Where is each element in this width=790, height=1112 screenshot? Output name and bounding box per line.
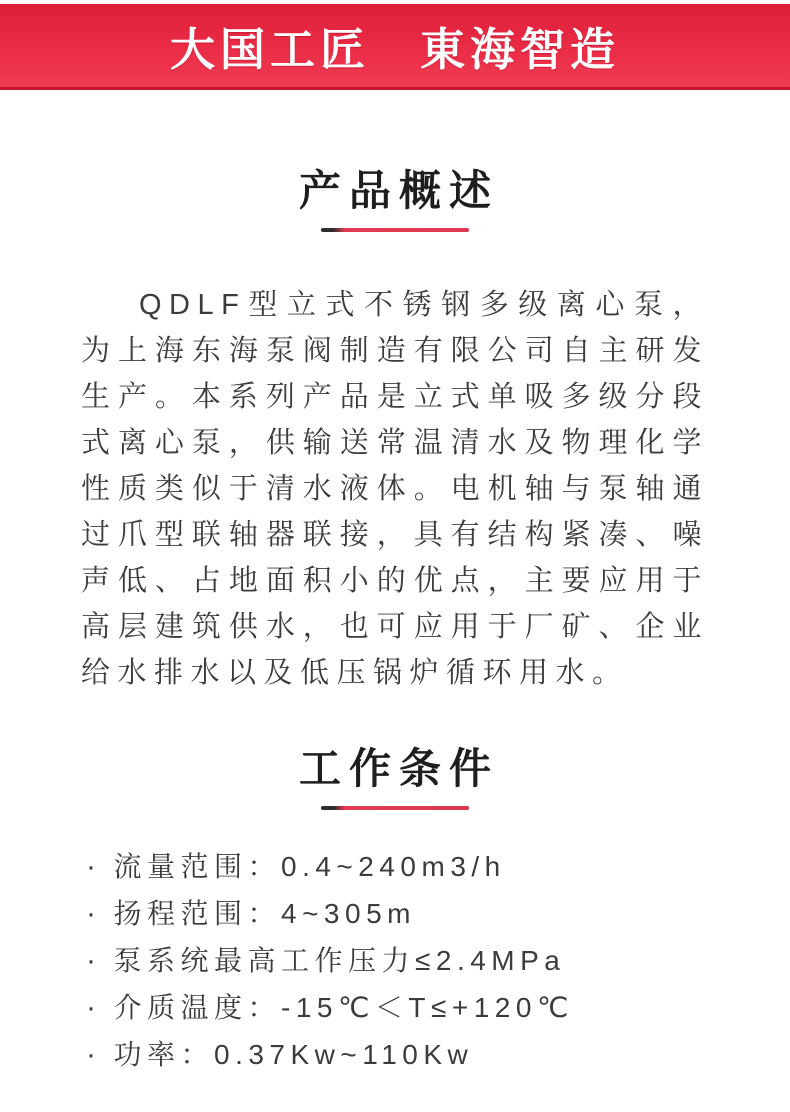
title-underline	[321, 806, 469, 810]
overview-heading	[0, 168, 790, 232]
spec-text: 泵系统最高工作压力≤2.4MPa	[113, 945, 566, 977]
overview-paragraph: QDLF型立式不锈钢多级离心泵，为上海东海泵阀制造有限公司自主研发生产。本系列产品是立式单吸多级分段式离心泵，供输送常温清水及物理化学性质类似于清水液体。电机轴与泵轴通过爪型联轴器联接，具有结构紧凑、噪声低、占地面积小的优点，主要应用于高层建筑供水，也可应用于厂矿、企业给水排水以及低压锅炉循环用水。	[81, 289, 709, 690]
overview-title: 产品概述	[298, 167, 499, 214]
overview-section	[0, 168, 790, 696]
working-conditions-title: 工作条件	[298, 745, 499, 793]
top-banner	[0, 4, 790, 90]
bullet-icon: ·	[86, 944, 102, 978]
spec-item-head-range	[86, 899, 746, 929]
bullet-icon: ·	[86, 1038, 102, 1072]
working-conditions-heading	[0, 746, 790, 810]
spec-item-max-pressure	[86, 946, 746, 976]
bullet-icon: ·	[86, 850, 102, 884]
banner-title: 大国工匠 東海智造	[169, 24, 620, 75]
spec-item-flow-range	[86, 852, 746, 882]
working-conditions-section	[0, 746, 790, 1070]
spec-item-power-range	[86, 1040, 746, 1070]
spec-item-medium-temperature	[86, 993, 746, 1023]
spec-text: 介质温度：-15℃＜T≤+120℃	[113, 992, 574, 1024]
bullet-icon: ·	[86, 897, 102, 931]
spec-list	[86, 852, 746, 1070]
title-underline	[321, 228, 469, 232]
spec-text: 功率：0.37Kw~110Kw	[113, 1039, 474, 1071]
spec-text: 流量范围：0.4~240m3/h	[113, 851, 506, 883]
bullet-icon: ·	[86, 991, 102, 1025]
spec-text: 扬程范围：4~305m	[113, 898, 416, 930]
